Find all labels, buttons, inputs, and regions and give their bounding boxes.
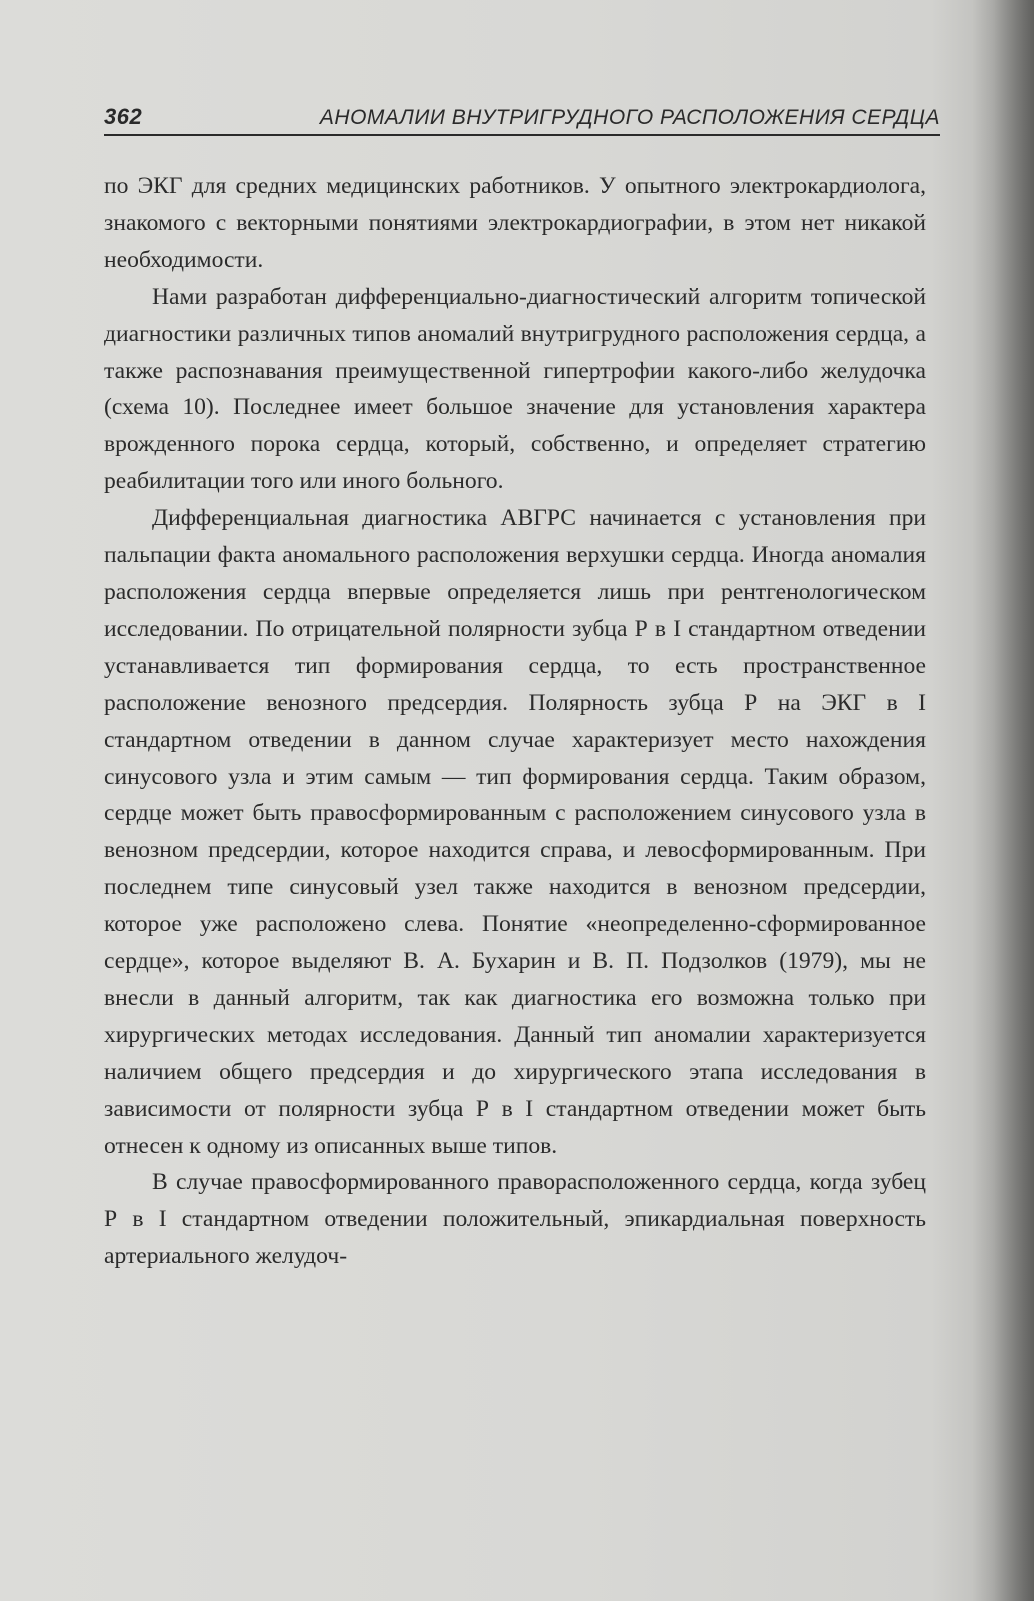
page-number: 362 xyxy=(104,104,143,129)
paragraph-algorithm: Нами разработан дифференциально-диагностический алгоритм топической диагностики различных типов аномалий внутригрудного расположения сердца, а также распознавания преимущественной гипертрофии какого-либо желудочка (схема 10). Последнее имеет большое значение для установления характера врожденного порока сердца, который, собственно, и определяет стратегию реабилитации того или иного больного. xyxy=(104,283,926,495)
paragraph-continuation: по ЭКГ для средних медицинских работников. У опытного электрокардиолога, знакомого с векторными понятиями электрокардиографии, в этом нет никакой необходимости. xyxy=(104,173,926,273)
running-head: АНОМАЛИИ ВНУТРИГРУДНОГО РАСПОЛОЖЕНИЯ СЕРДЦА xyxy=(319,106,940,129)
paragraph-differential-diagnosis: Дифференциальная диагностика АВГРС начинается с установления при пальпации факта аномального расположения верхушки сердца. Иногда аномалия расположения сердца впервые определяется лишь при рентгенологическом исследовании. По отрицательной полярности зубца Р в I стандартном отведении устанавливается тип формирования сердца, то есть пространственное расположение венозного предсердия. Полярность зубца Р на ЭКГ в I стандартном отведении в данном случае характеризует место нахождения синусового узла и этим самым — тип формирования сердца. Таким образом, сердце может быть правосформированным с расположением синусового узла в венозном предсердии, которое находится справа, и левосформированным. При последнем типе синусовый узел также находится в венозном предсердии, которое уже расположено слева. Понятие «неопределенно-сформированное сердце», которое выделяют В. А. Бухарин и В. П. Подзолков (1979), мы не внесли в данный алгоритм, так как диагностика его возможна только при хирургических методах исследования. Данный тип аномалии характеризуется наличием общего предсердия и до хирургического этапа исследования в зависимости от полярности зубца Р в I стандартном отведении может быть отнесен к одному из описанных выше типов. xyxy=(104,505,926,1159)
paragraph-right-formed-heart: В случае правосформированного праворасположенного сердца, когда зубец Р в I стандартном отведении положительный, эпикардиальная поверхность артериального желудоч- xyxy=(104,1169,926,1270)
spine-shadow xyxy=(972,0,1034,1601)
page-header xyxy=(104,98,940,136)
body-text xyxy=(104,168,926,1275)
